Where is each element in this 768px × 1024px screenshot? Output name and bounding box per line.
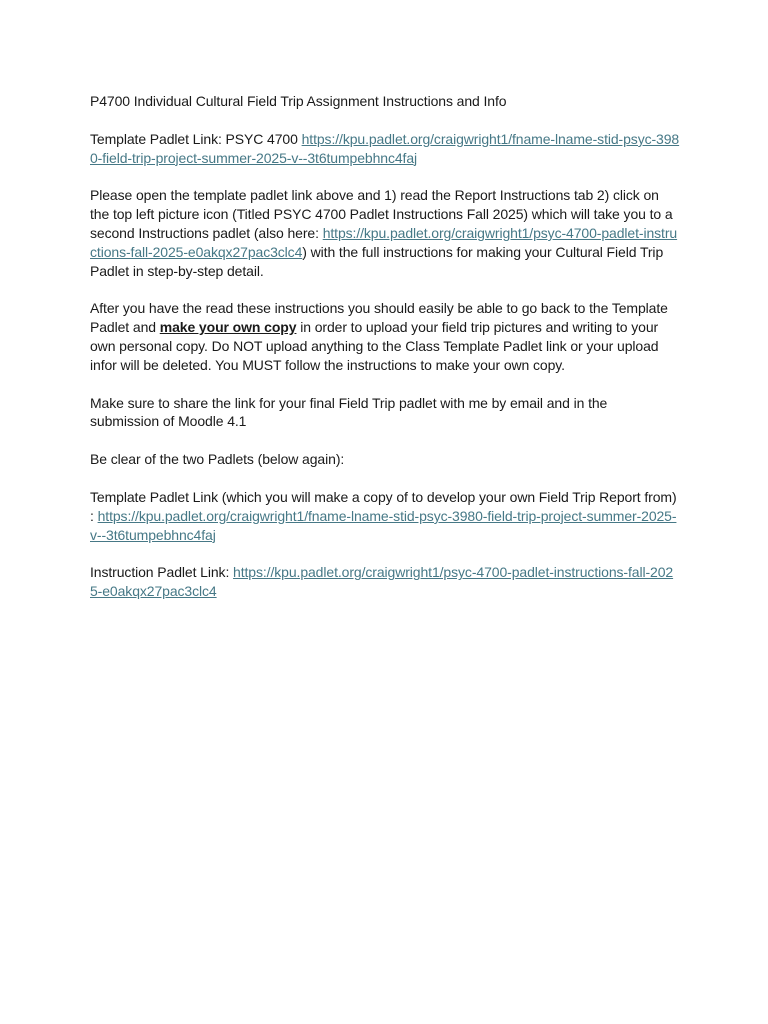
document-title: P4700 Individual Cultural Field Trip Assignment Instructions and Info — [90, 93, 507, 109]
template-padlet-again-label: Template Padlet Link (which you will make a copy of to develop your own Field Trip Report from) : — [90, 488, 677, 524]
template-padlet-link[interactable]: https://kpu.padlet.org/craigwright1/fname-lname-stid-psyc-3980-field-trip-project-summer-2025-v--3t6tumpebhnc4faj — [90, 130, 680, 166]
two-padlets-paragraph: Be clear of the two Padlets (below again): — [90, 451, 345, 468]
template-padlet-again-paragraph — [90, 488, 680, 544]
copy-text-end: in order to upload your field trip pictures and writing to your own personal copy. Do NOT upload anything to the Class Template Padlet link or your upload infor will be deleted. You MUST follow the instructions to make your own copy. — [90, 319, 659, 373]
instructions-text-start: Please open the template padlet link above and 1) read the Report Instructions tab 2) click on the top left picture icon (Titled PSYC 4700 Padlet Instructions Fall 2025) which will take you to a second Instructions padlet (also here: — [90, 187, 673, 241]
instructions-text-end: ) with the full instructions for making your Cultural Field Trip Padlet in step-by-step detail. — [90, 243, 664, 279]
template-padlet-link-again[interactable]: https://kpu.padlet.org/craigwright1/fname-lname-stid-psyc-3980-field-trip-project-summer-2025-v--3t6tumpebhnc4faj — [90, 507, 677, 543]
copy-instructions-paragraph — [90, 299, 680, 374]
instructions-paragraph — [90, 186, 680, 280]
document-page — [90, 92, 680, 620]
instructions-padlet-link-inline[interactable]: https://kpu.padlet.org/craigwright1/psyc-4700-padlet-instructions-fall-2025-e0akqx27pac3clc4 — [90, 224, 678, 260]
make-own-copy-emphasis: make your own copy — [159, 319, 297, 336]
copy-text-start: After you have the read these instructions you should easily be able to go back to the Template Padlet and — [90, 300, 668, 336]
template-padlet-label: Template Padlet Link: PSYC 4700 — [90, 130, 302, 147]
share-link-paragraph: Make sure to share the link for your final Field Trip padlet with me by email and in the submission of Moodle 4.1 — [90, 394, 608, 430]
instruction-padlet-label: Instruction Padlet Link: — [90, 564, 234, 581]
template-padlet-paragraph — [90, 130, 680, 168]
instruction-padlet-link[interactable]: https://kpu.padlet.org/craigwright1/psyc-4700-padlet-instructions-fall-2025-e0akqx27pac3clc4 — [90, 564, 674, 600]
instruction-padlet-paragraph — [90, 563, 680, 601]
